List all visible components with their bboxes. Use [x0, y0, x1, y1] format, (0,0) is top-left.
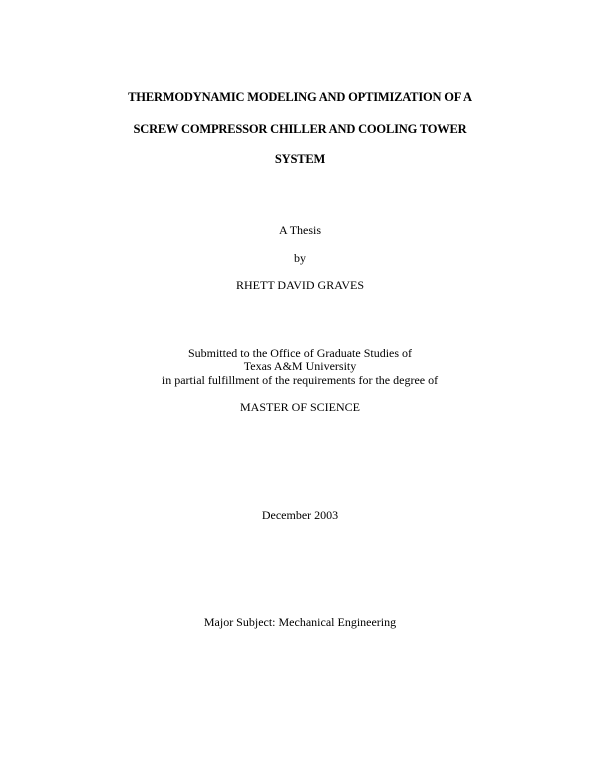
submission-line-2: Texas A&M University: [243, 359, 357, 373]
submission-date: December 2003: [261, 508, 339, 522]
major-subject: Major Subject: Mechanical Engineering: [203, 615, 397, 629]
title-line-1: THERMODYNAMIC MODELING AND OPTIMIZATION OF A: [128, 90, 472, 104]
by-label: by: [294, 251, 306, 265]
document-type: A Thesis: [278, 223, 322, 237]
submission-line-1: Submitted to the Office of Graduate Studies of: [187, 346, 413, 360]
author-name: RHETT DAVID GRAVES: [235, 278, 364, 292]
submission-line-3: in partial fulfillment of the requirements for the degree of: [161, 373, 439, 387]
title-line-3: SYSTEM: [274, 152, 326, 166]
title-line-2: SCREW COMPRESSOR CHILLER AND COOLING TOWER: [133, 122, 467, 136]
degree-name: MASTER OF SCIENCE: [239, 400, 361, 414]
